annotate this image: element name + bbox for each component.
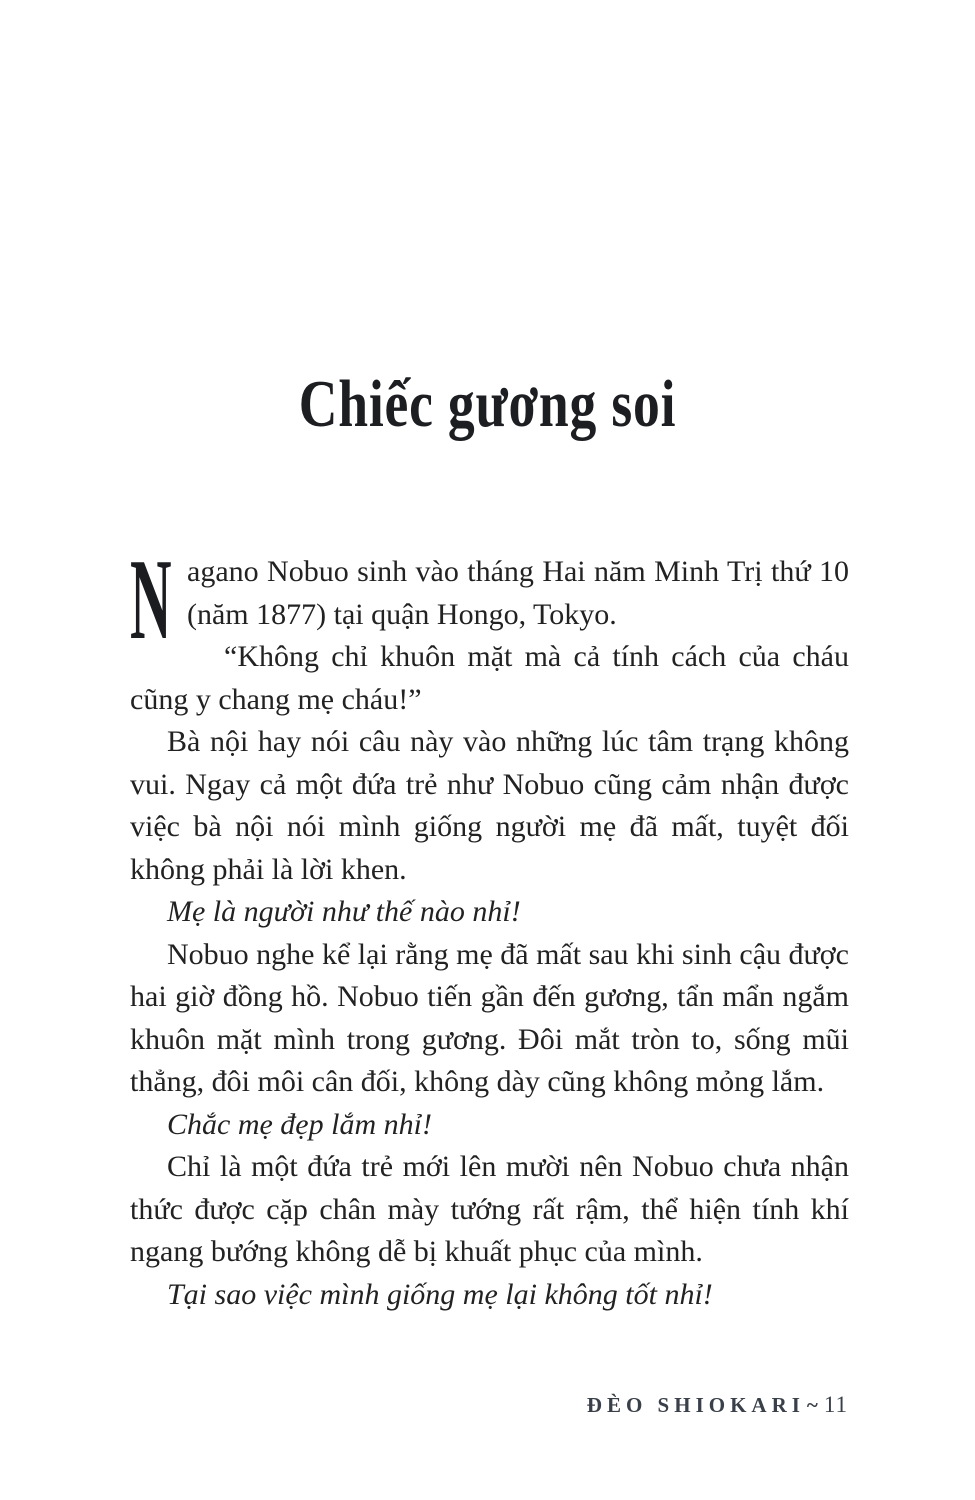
paragraph xyxy=(130,551,849,640)
paragraph: Bà nội hay nói câu này vào những lúc tâm trạng không vui. Ngay cả một đứa trẻ như Nobuo cũng cảm nhận được việc bà nội nói mình giống người mẹ đã mất, tuyệt đối không phải là lời khen. xyxy=(130,725,849,886)
drop-cap xyxy=(130,555,178,640)
body-text-block xyxy=(130,551,849,1316)
paragraph-inner-thought: Tại sao việc mình giống mẹ lại không tốt nhỉ! xyxy=(167,1277,713,1311)
chapter-title: Chiếc gương soi xyxy=(298,367,677,441)
paragraph-inner-thought: Mẹ là người như thế nào nhỉ! xyxy=(167,895,521,928)
running-footer xyxy=(0,1392,848,1418)
paragraph: “Không chỉ khuôn mặt mà cả tính cách của cháu cũng y chang mẹ cháu!” xyxy=(130,640,849,716)
paragraph: Nobuo nghe kể lại rằng mẹ đã mất sau khi sinh cậu được hai giờ đồng hồ. Nobuo tiến gần đến gương, tẩn mẩn ngắm khuôn mặt mình trong gương. Đôi mắt tròn to, sống mũi thẳng, đôi môi cân đối, không dày cũng không mỏng lắm. xyxy=(130,937,849,1098)
running-book-title: ĐÈO SHIOKARI xyxy=(586,1393,805,1417)
footer-separator: ~ xyxy=(806,1393,818,1417)
page-number: 11 xyxy=(823,1392,848,1417)
paragraph-text: agano Nobuo sinh vào tháng Hai năm Minh Trị thứ 10 (năm 1877) tại quận Hongo, Tokyo. xyxy=(187,555,849,631)
paragraph-inner-thought: Chắc mẹ đẹp lắm nhỉ! xyxy=(167,1107,432,1141)
drop-cap-letter: N xyxy=(130,555,172,640)
paragraph: Chỉ là một đứa trẻ mới lên mười nên Nobuo chưa nhận thức được cặp chân mày tướng rất rậm, thể hiện tính khí ngang bướng không dễ bị khuất phục của mình. xyxy=(130,1150,849,1268)
